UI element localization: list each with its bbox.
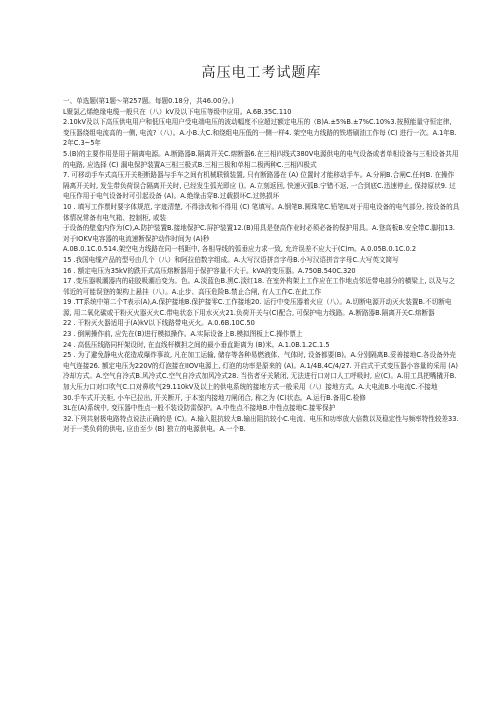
- document-body: [63, 96, 460, 435]
- paragraph: 17 .变压器吸潮器内的硅胶吸潮后变为。色。A.淡蓝色B.黑C.淡红18. 在室外构架上工作应在工作地点邻近带电部分的横梁上, 以及与之邻近的可能误登的架构上悬挂（八）。A.止步、高压危险B.禁止合闸, 有人工作C.在此工作: [63, 277, 456, 296]
- paragraph: 16 . 额定电压为35kV的跌开式高压熔断器用于保护容量不大于。kVA的变压器。A.750B.540C.320: [63, 266, 356, 275]
- paragraph: 22 . 干粉灭火器适用于(A)kV以下线路带电灭火。A.0.6B.10C.50: [63, 319, 255, 328]
- paragraph: 5.(B)的主要作用是用于隔离电源。A.断路器B.隔离开关C.熔断器6.在三相四线式380V电源供电的电气设备或者单相设备与三相设备共用的电路, 应选择 (C) 漏电保护装置A三相三极式B.三相三极和单相二极两种C.三相四极式: [63, 149, 459, 169]
- paragraph: 23 . 倒闸操作前, 应先在(B)进行模拟操作。A.实际设备上B.模拟图板上C.操作票上: [63, 330, 303, 339]
- paragraph: L聚氯乙烯绝缘电缆一般只在（八）kV及以下电压等级中应用。A.6B.35C.110: [63, 107, 292, 116]
- paragraph: 2.10kV及以下高压供电用户和低压电用户受电端电压的波动幅度不应超过额定电压的（B)A.±5%B.±7%C.10%3.按照能量守恒定律, 变压器绕组电流高的一侧, 电流?（八）。A.小B.大C.和绕组电压低的一侧一样4. 架空电力线路的铁塔刷油工作每 (C) 进行一次。A.1年B.2年C.3~5年: [63, 118, 457, 148]
- paragraph: 30.手车式开关柜, 小车已拉出, 开关断开, 于本室内接地刀闸闭合, 称之为 (C)状态。A.运行B.备用C.检修: [63, 393, 366, 402]
- paragraph: 3L在(A)系统中, 变压器中性点一般不装设防雷保护。A.中性点不接地B.中性点接地C.接零保护: [63, 404, 336, 413]
- paragraph: 15 .我国电缆产品的型号由几个（八）和阿拉伯数字组成。A.大写汉语拼音字母B.小写汉语拼音字母C.大写英文简写: [63, 255, 399, 264]
- paragraph: 7. 可移动手车式高压开关柜断路器与手车之间有机械联锁装置, 只有断路器在 (A) 位置时才能移动手车。A.分闸B.合闸C.任何B. 在操作隔离开关时, 发生带负荷误合隔离开关时, 已经发生弧光即应 ()。A.立刻返回, 快速灭弧B.宁错不返, 一合到底C.迅速停止, 保持原状9. 过电压作用于电气设备时可引起设备 (A)。A.绝缘击穿B.过载损坏C.过热损坏: [63, 171, 456, 201]
- document-title: 高压电工考试题库: [201, 65, 322, 81]
- paragraph: 一、单选题(第1题～第257题。每题0.18分，共46.00分。): [63, 97, 234, 105]
- paragraph: 25 . 为了避免静电火花造成爆炸事故, 凡在加工运输, 储存等各种易燃液体、气体时, 设备都要(B)。A.分别隔离B.妥善接地C.各设备外壳电气连接26. 额定电压为220V的灯泡接在IIOV电源上, 灯泡的功率是原来的 (A)。A.1/4B.4C/4/27. 开启式干式变压器小容量的采用 (A)冷却方式。A.空气自冷式B.风冷式C.空气自冷式加风冷式28. 当伤者牙关紧闭, 无法进行口对口人工呼吸时, 应(C)。A.用工具把嘴撬开B.加大压力口对口吹气C.口对鼻吹气29.110kV及以上的供电系统的接地方式一般采用（八）接地方式。A.大电流B.小电流C.不接地: [63, 351, 458, 392]
- paragraph: 10 . 填写工作票时要字体规范, 字迹清楚, 不得涂改和不得用 (C) 笔填写。A.钢笔B.圆珠笔C.铅笔IL对于用电设备的电气部分, 按设备的具体情况常备有电气箱、控制柜, 或装: [63, 202, 460, 222]
- paragraph: 于设备的壁龛内作为(C),A.防护装置B.接地保护C.屏护装置12.(B)用具是登高作业时必须必备的保护用具。A.登高板B.安全带C.脚扣13. 对于IOKV电容器的电流速断保护动作时间为 (A)秒: [63, 224, 456, 243]
- paragraph: 24 . 高低压线路同杆架设时, 在直线杆横担之间的最小垂直距离为 (B)米。A.1.0B.1.2C.1.5: [63, 340, 330, 349]
- paragraph: 32.下列共射极电路特点说法正确的是 (C)。A.输入阻抗较大B.输出阻抗较小C.电流、电压和功率放大倍数以及稳定性与频率特性较差33.对于一类负荷的供电, 应由至少 (B) 独立的电源供电。A.一个B.: [63, 414, 459, 434]
- paragraph: A.0B.0.1C.0.514.架空电力线路在同一档距中, 各相导线的弧垂应力求一致, 允许误差不应大于(C)m。A.0.05B.0.1C.0.2: [63, 245, 417, 254]
- paragraph: 19 .TT系统中第二个T表示(A),A.保护接地B.保护接零C.工作接地20. 运行中变压器着火应（八）。A.切断电源开动灭火装置B.不切断电源, 用二氧化碳或干粉灭火器灭火C.带电状态下用水灭火21.负荷开关与(C)配合, 可保护电力线路。A.断路器B.隔离开关C.熔断器: [63, 298, 452, 317]
